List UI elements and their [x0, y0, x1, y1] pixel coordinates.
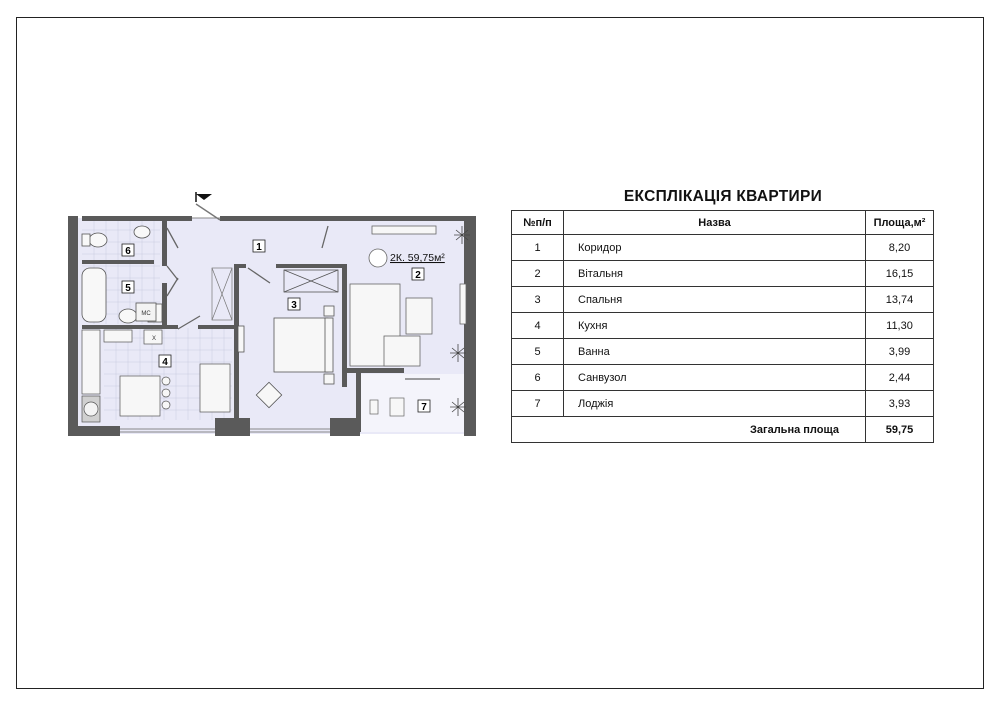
- apartment-type-label: 2К. 59,75м²: [390, 252, 445, 264]
- row-name: Лоджія: [564, 391, 866, 417]
- row-name: Вітальня: [564, 261, 866, 287]
- row-name: Коридор: [564, 235, 866, 261]
- row-name: Спальня: [564, 287, 866, 313]
- total-label: Загальна площа: [512, 417, 866, 443]
- table-row: [512, 287, 934, 313]
- floor-plan-drawing: [60, 188, 490, 438]
- row-num: 5: [512, 339, 564, 365]
- row-area: 11,30: [866, 313, 934, 339]
- floor-plan: [60, 188, 490, 438]
- explication-table: [511, 210, 934, 443]
- header-area: Площа,м²: [866, 211, 934, 235]
- explication-title: ЕКСПЛІКАЦІЯ КВАРТИРИ: [623, 188, 823, 205]
- room-label-1: 1: [256, 242, 262, 253]
- row-num: 1: [512, 235, 564, 261]
- table-row: [512, 365, 934, 391]
- entrance-arrow-icon: [196, 194, 212, 200]
- table-row: [512, 313, 934, 339]
- row-area: 3,99: [866, 339, 934, 365]
- header-name: Назва: [564, 211, 866, 235]
- row-num: 4: [512, 313, 564, 339]
- row-name: Ванна: [564, 339, 866, 365]
- row-name: Кухня: [564, 313, 866, 339]
- total-value: 59,75: [866, 417, 934, 443]
- row-area: 8,20: [866, 235, 934, 261]
- table-row: [512, 235, 934, 261]
- row-area: 2,44: [866, 365, 934, 391]
- row-name: Санвузол: [564, 365, 866, 391]
- fridge-label: Х: [151, 336, 157, 342]
- table-row: [512, 261, 934, 287]
- row-num: 3: [512, 287, 564, 313]
- table-header-row: [512, 211, 934, 235]
- total-row: [512, 417, 934, 443]
- room-label-2: 2: [415, 270, 421, 281]
- room-label-4: 4: [162, 357, 168, 368]
- room-label-5: 5: [125, 283, 131, 294]
- room-label-3: 3: [291, 300, 297, 311]
- washer-label: МС: [141, 311, 151, 317]
- row-num: 6: [512, 365, 564, 391]
- room-label-7: 7: [421, 402, 427, 413]
- row-num: 2: [512, 261, 564, 287]
- row-area: 13,74: [866, 287, 934, 313]
- row-num: 7: [512, 391, 564, 417]
- row-area: 3,93: [866, 391, 934, 417]
- header-num: №п/п: [512, 211, 564, 235]
- table-row: [512, 391, 934, 417]
- room-label-6: 6: [125, 246, 131, 257]
- table-row: [512, 339, 934, 365]
- row-area: 16,15: [866, 261, 934, 287]
